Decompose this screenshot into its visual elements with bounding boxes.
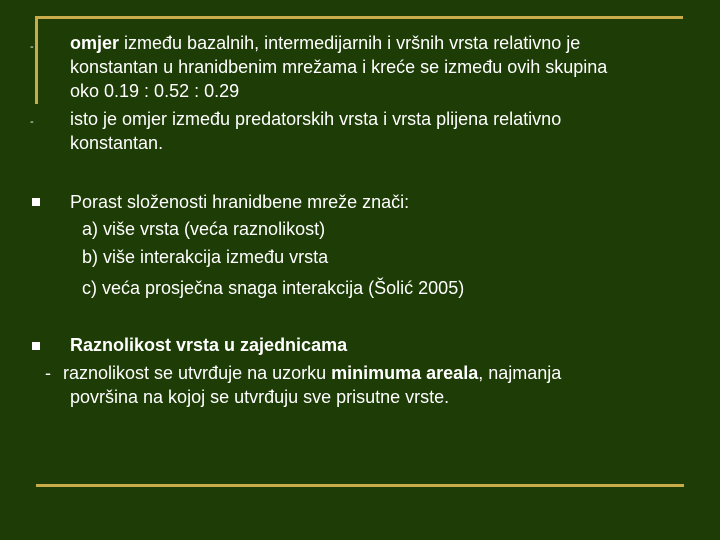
block2-item-c: c) veća prosječna snaga interakcija (Šolić 2005)	[82, 278, 465, 298]
block1-line4: isto je omjer između predatorskih vrsta i vrsta plijena relativno	[70, 109, 562, 129]
top-rule	[35, 16, 683, 19]
block3-line2: površina na kojoj se utvrđuju sve prisutne vrste.	[70, 387, 450, 407]
emphasis-text: omjer	[70, 33, 120, 53]
left-rule	[35, 18, 38, 104]
body-text: , najmanja	[478, 363, 562, 383]
dash-marker: -	[30, 41, 34, 53]
block2-item-a: a) više vrsta (veća raznolikost)	[82, 219, 326, 239]
block1-line1	[70, 32, 580, 54]
block1-line2: konstantan u hranidbenim mrežama i kreće se između ovih skupina	[70, 57, 608, 77]
emphasis-text: minimuma areala	[331, 363, 479, 383]
body-text: između bazalnih, intermedijarnih i vršnih vrsta relativno je	[119, 33, 581, 53]
block1-line5: konstantan.	[70, 133, 164, 153]
block2-heading: Porast složenosti hranidbene mreže znači:	[70, 192, 410, 212]
block3-line1	[45, 362, 561, 384]
square-bullet-icon	[32, 342, 40, 350]
square-bullet-icon	[32, 198, 40, 206]
dash-marker: -	[30, 116, 34, 128]
dash-marker: -	[45, 363, 51, 383]
body-text: raznolikost se utvrđuje na uzorku	[63, 363, 332, 383]
block3-heading: Raznolikost vrsta u zajednicama	[70, 335, 348, 355]
bottom-rule	[36, 484, 684, 487]
block2-item-b: b) više interakcija između vrsta	[82, 247, 329, 267]
block1-line3: oko 0.19 : 0.52 : 0.29	[70, 81, 240, 101]
